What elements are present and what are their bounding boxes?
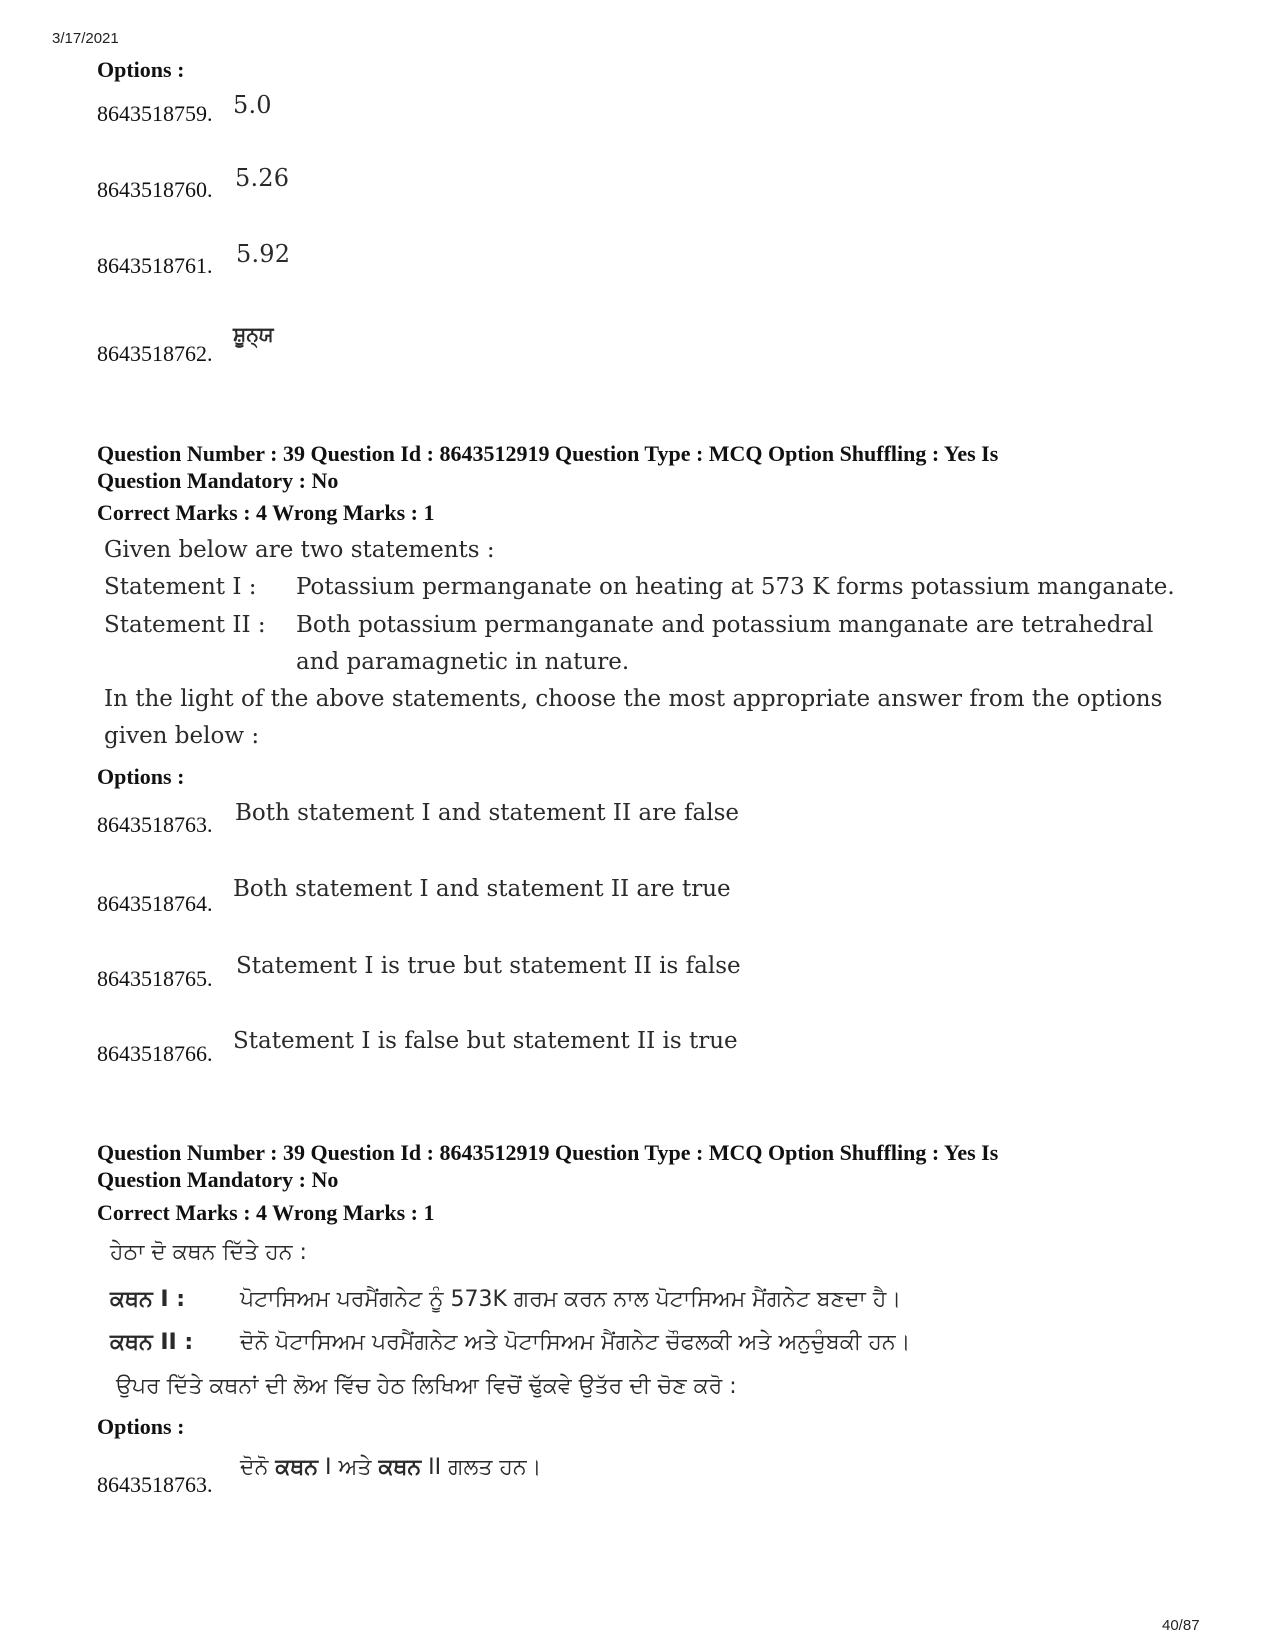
option-text: 5.26 <box>235 164 290 192</box>
page-number: 40/87 <box>1162 1617 1200 1634</box>
option-id: 8643518760. <box>97 177 213 202</box>
question-meta-line1: Question Number : 39 Question Id : 8643512919 Question Type : MCQ Option Shuffling : Yes Is <box>97 441 999 466</box>
statement-1-label: Statement I : <box>104 574 257 600</box>
option-id: 8643518764. <box>97 891 213 916</box>
option-id: 8643518766. <box>97 1041 213 1066</box>
option-id: 8643518761. <box>97 253 213 278</box>
statement-2-label: Statement II : <box>104 612 266 638</box>
statement-2-text: Both potassium permanganate and potassium manganate are tetrahedral <box>296 612 1154 638</box>
question-meta-line2: Question Mandatory : No <box>97 468 339 493</box>
option-text: ਸ਼ੂਨ੍ਯ <box>233 322 274 346</box>
statement-1-text: Potassium permanganate on heating at 573 K forms potassium manganate. <box>296 574 1175 600</box>
statement-2-text-cont: and paramagnetic in nature. <box>296 649 630 675</box>
statement-2-label: ਕਥਨ II : <box>110 1330 194 1355</box>
question-prompt: ਉਪਰ ਦਿੱਤੇ ਕਥਨਾਂ ਦੀ ਲੋਅ ਵਿੱਚ ਹੇਠ ਲਿਖਿਆ ਵਿਚੋਂ ਢੁੱਕਵੇ ਉਤੱਰ ਦੀ ਚੋਣ ਕਰੋ : <box>116 1374 737 1399</box>
option-text: Statement I is true but statement II is false <box>236 953 741 979</box>
statement-2-text: ਦੋਨੋ ਪੋਟਾਸਿਅਮ ਪਰਮੈਂਗਨੇਟ ਅਤੇ ਪੋਟਾਸਿਅਮ ਮੈਂਗਨੇਟ ਚੌਫਲਕੀ ਅਤੇ ਅਨੁਚੁੰਬਕੀ ਹਨ। <box>240 1330 911 1355</box>
question-prompt: In the light of the above statements, choose the most appropriate answer from the options <box>104 686 1163 712</box>
option-id: 8643518759. <box>97 101 213 126</box>
option-text: ਦੋਨੋ ਕਥਨ I ਅਤੇ ਕਥਨ II ਗਲਤ ਹਨ। <box>240 1455 542 1480</box>
options-heading: Options : <box>97 57 185 82</box>
option-text: Both statement I and statement II are true <box>233 876 731 902</box>
question-meta-line1: Question Number : 39 Question Id : 8643512919 Question Type : MCQ Option Shuffling : Yes Is <box>97 1140 999 1165</box>
option-id: 8643518763. <box>97 1472 213 1497</box>
option-id: 8643518762. <box>97 341 213 366</box>
options-heading: Options : <box>97 764 185 789</box>
question-prompt-cont: given below : <box>104 723 260 749</box>
print-date: 3/17/2021 <box>52 30 119 47</box>
question-marks: Correct Marks : 4 Wrong Marks : 1 <box>97 1200 435 1225</box>
option-text: Statement I is false but statement II is true <box>233 1028 738 1054</box>
option-id: 8643518765. <box>97 966 213 991</box>
question-meta-line2: Question Mandatory : No <box>97 1167 339 1192</box>
options-heading: Options : <box>97 1414 185 1439</box>
question-intro: ਹੇਠਾ ਦੋ ਕਥਨ ਦਿੱਤੇ ਹਨ : <box>110 1240 307 1265</box>
statement-1-label: ਕਥਨ I : <box>110 1287 186 1312</box>
option-id: 8643518763. <box>97 812 213 837</box>
question-intro: Given below are two statements : <box>104 537 495 563</box>
option-text: 5.92 <box>236 240 291 268</box>
option-text: Both statement I and statement II are false <box>235 800 739 826</box>
statement-1-text: ਪੋਟਾਸਿਅਮ ਪਰਮੈਂਗਨੇਟ ਨੂੰ 573K ਗਰਮ ਕਰਨ ਨਾਲ ਪੋਟਾਸਿਅਮ ਮੈਂਗਨੇਟ ਬਣਦਾ ਹੈ। <box>240 1287 902 1312</box>
question-marks: Correct Marks : 4 Wrong Marks : 1 <box>97 500 435 525</box>
option-text: 5.0 <box>233 91 272 119</box>
